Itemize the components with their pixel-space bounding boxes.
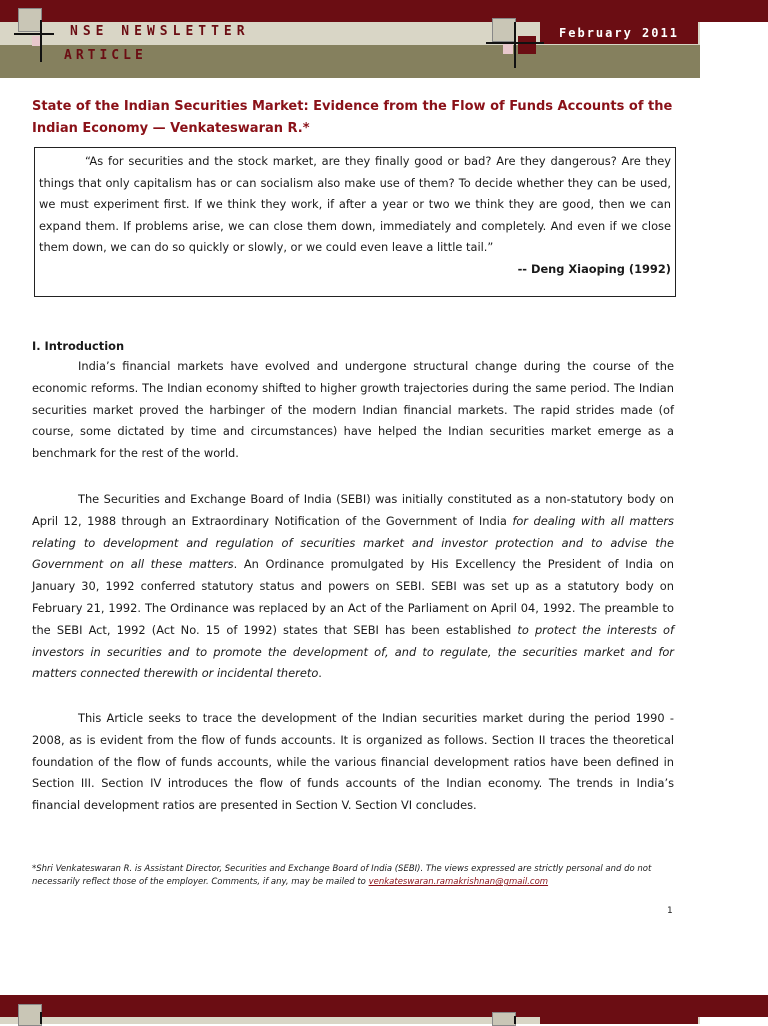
author-email-link[interactable]: venkateswaran.ramakrishnan@gmail.com	[368, 877, 549, 887]
section-heading: I. Introduction	[32, 339, 125, 353]
issue-date: February 2011	[559, 26, 679, 40]
paragraph-3: This Article seeks to trace the development of the Indian securities market during the period 1990 - 2008, as is evident from the flow of funds accounts. It is organized as follows. Section II traces the theoretical foundation of the flow of funds accounts, while the various financial development ratios have been defined in Section III. Section IV introduces the flow of funds accounts of the Indian economy. The trends in India’s financial development ratios are presented in Section V. Section VI concludes.	[32, 711, 674, 813]
page-number: 1	[667, 906, 673, 916]
quote-box	[34, 147, 676, 297]
footer-date-box	[540, 1017, 698, 1024]
newsletter-label: NSE NEWSLETTER	[70, 24, 250, 39]
article-title: State of the Indian Securities Market: Evidence from the Flow of Funds Accounts of the Indian Economy — Venkateswaran R.*	[32, 99, 673, 136]
footnote: *Shri Venkateswaran R. is Assistant Director, Securities and Exchange Board of India (SEBI). The views expressed are strictly personal and do not necessarily reflect those of the employer. Comments, if any, may be mailed to venkateswaran.ramakrishnan@gmail.com	[32, 864, 652, 887]
section-label: ARTICLE	[64, 48, 147, 63]
footer-top-band	[0, 995, 768, 1017]
header-top-band	[0, 0, 768, 22]
paragraph-1: India’s financial markets have evolved and undergone structural change during the course of the economic reforms. The Indian economy shifted to higher growth trajectories during the same period. The Indian securities market proved the harbinger of the modern Indian financial markets. The rapid strides made (of course, some dictated by time and circumstances) have helped the Indian securities market emerge as a benchmark for the rest of the world.	[32, 359, 674, 461]
quote-text: “As for securities and the stock market, are they finally good or bad? Are they dangerous? Are they things that only capitalism has or can socialism also make use of them? To decide whether they can be used, we must experiment first. If we think they work, if after a year or two we think they are good, then we can expand them. If problems arise, we can close them down, immediately and completely. And even if we close them down, we can do so quickly or slowly, or we could even leave a little tail.”	[39, 154, 671, 255]
quote-attribution: -- Deng Xiaoping (1992)	[517, 261, 671, 276]
paragraph-2: The Securities and Exchange Board of India (SEBI) was initially constituted as a non-statutory body on April 12, 1988 through an Extraordinary Notification of the Government of India for dealing with all matters relating to development and regulation of securities market and investor protection and to advise the Government on all these matters. An Ordinance promulgated by His Excellency the President of India on January 30, 1992 conferred statutory status and powers on SEBI. SEBI was set up as a statutory body on February 21, 1992. The Ordinance was replaced by an Act of the Parliament on April 04, 1992. The preamble to the SEBI Act, 1992 (Act No. 15 of 1992) states that SEBI has been established to protect the interests of investors in securities and to promote the development of, and to regulate, the securities market and for matters connected therewith or incidental thereto.	[32, 492, 675, 681]
